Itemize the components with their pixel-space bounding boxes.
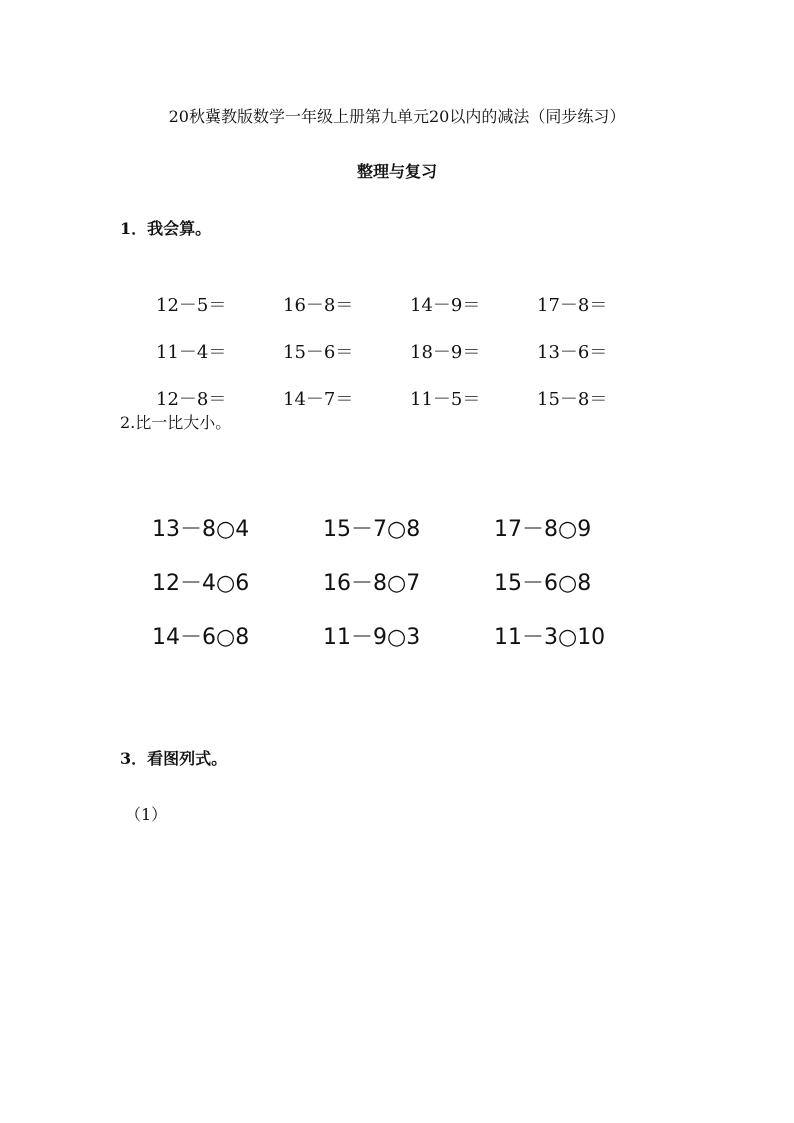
compare-problem: 14－6○8	[152, 625, 250, 650]
compare-problem: 16－8○7	[323, 571, 421, 596]
calc-row	[156, 282, 664, 329]
calc-problem: 13－6＝	[537, 341, 608, 363]
calc-problem: 14－7＝	[283, 388, 354, 410]
calc-row	[156, 376, 664, 423]
section-2-heading: 2.比一比大小。	[120, 413, 232, 432]
compare-row	[152, 557, 665, 611]
calc-problem: 17－8＝	[537, 294, 608, 316]
calc-problem: 12－8＝	[156, 388, 227, 410]
compare-problem: 17－8○9	[494, 517, 592, 542]
compare-problem: 13－8○4	[152, 517, 250, 542]
section-1-heading: 1．我会算。	[120, 219, 212, 238]
calc-problem: 12－5＝	[156, 294, 227, 316]
compare-problem: 15－7○8	[323, 517, 421, 542]
calc-problem: 14－9＝	[410, 294, 481, 316]
compare-problem: 11－3○10	[494, 625, 606, 650]
compare-problem: 15－6○8	[494, 571, 592, 596]
calculation-exercises	[156, 282, 664, 423]
compare-row	[152, 611, 665, 665]
calc-problem: 11－4＝	[156, 341, 227, 363]
document-title: 20秋冀教版数学一年级上册第九单元20以内的减法（同步练习）	[168, 107, 626, 126]
compare-problem: 11－9○3	[323, 625, 421, 650]
calc-row	[156, 329, 664, 376]
compare-problem: 12－4○6	[152, 571, 250, 596]
document-subtitle: 整理与复习	[356, 162, 437, 181]
calc-problem: 11－5＝	[410, 388, 481, 410]
calc-problem: 16－8＝	[283, 294, 354, 316]
calc-problem: 15－6＝	[283, 341, 354, 363]
section-3-heading: 3．看图列式。	[120, 749, 228, 768]
comparison-exercises	[152, 503, 665, 665]
calc-problem: 18－9＝	[410, 341, 481, 363]
calc-problem: 15－8＝	[537, 388, 608, 410]
compare-row	[152, 503, 665, 557]
section-3-sub-label: （1）	[125, 805, 168, 824]
